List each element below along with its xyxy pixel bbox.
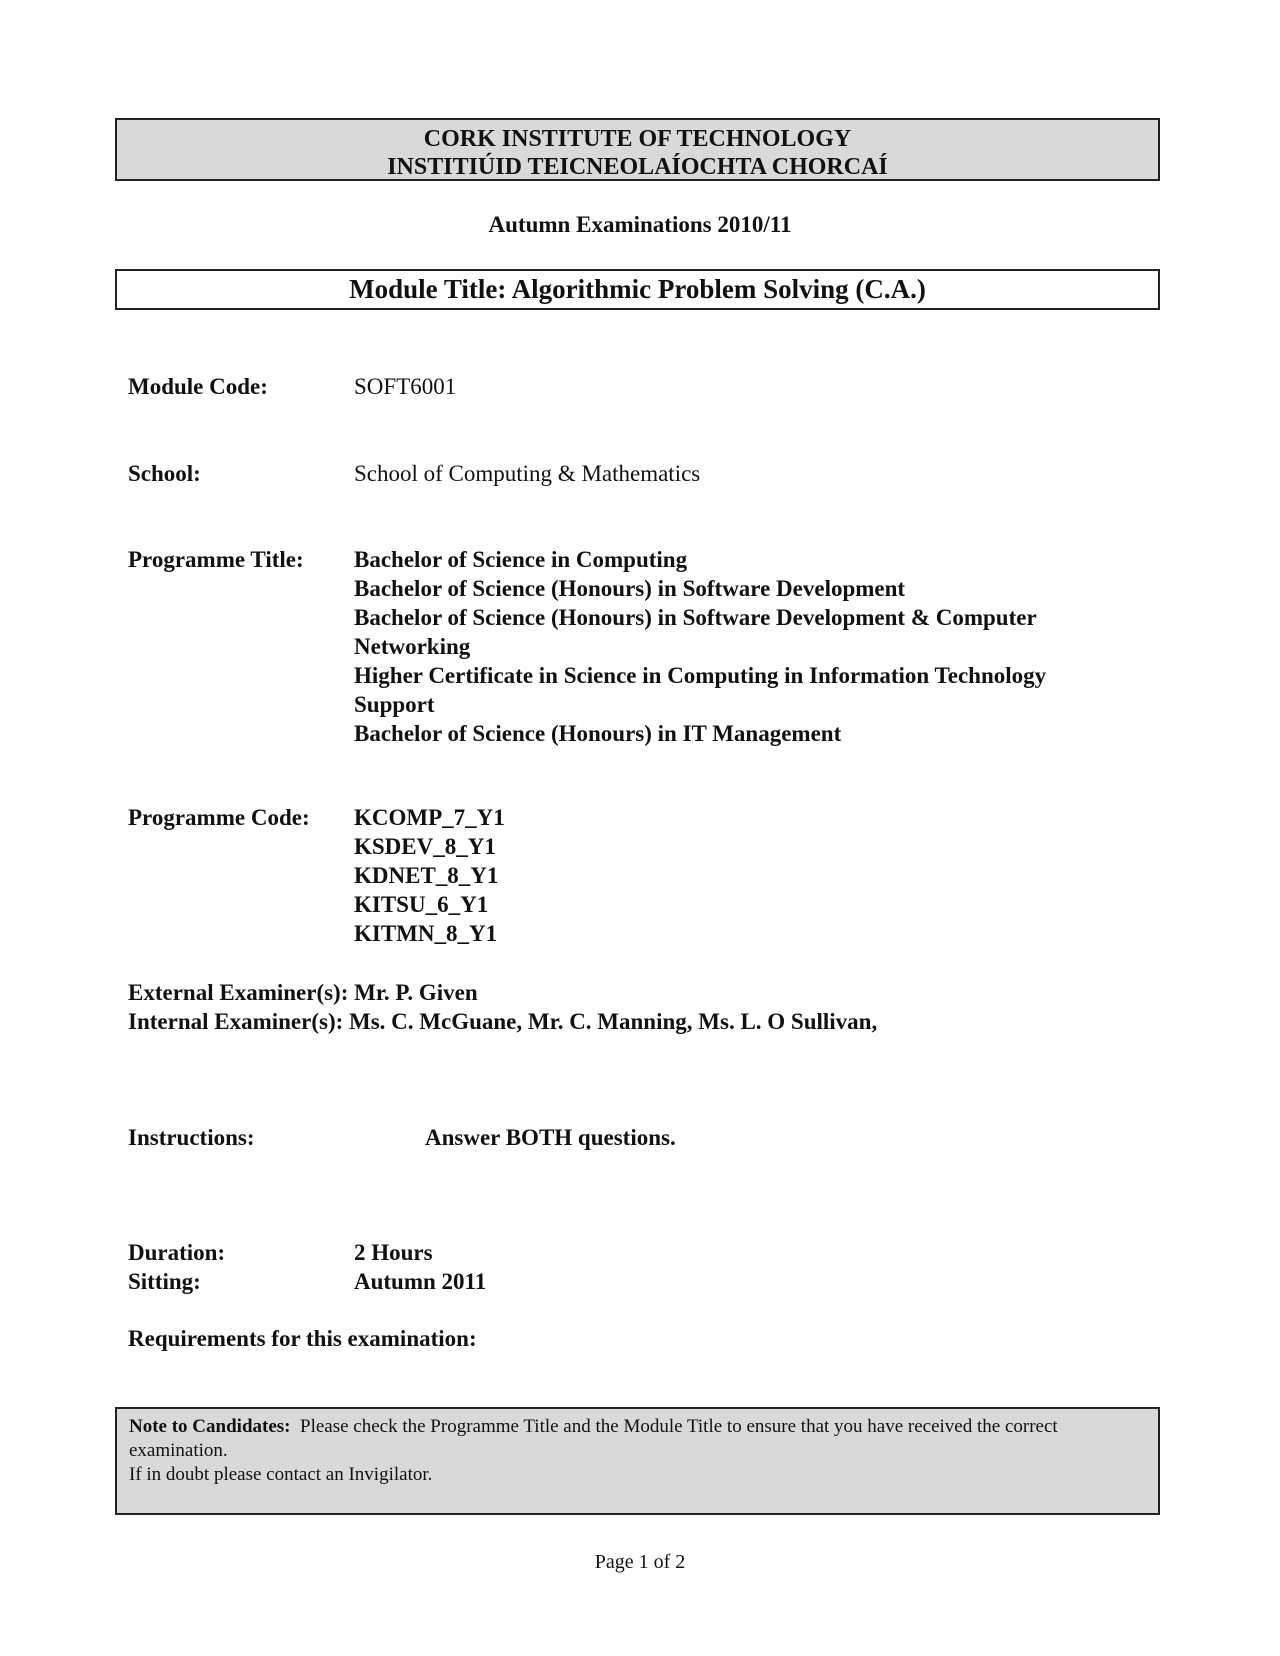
school-value: School of Computing & Mathematics (354, 461, 701, 486)
requirements-heading: Requirements for this examination: (128, 1326, 477, 1351)
programme-title-line: Networking (354, 634, 471, 659)
institute-name-irish: INSTITIÚID TEICNEOLAÍOCHTA CHORCAÍ (387, 154, 888, 180)
programme-title-line: Bachelor of Science (Honours) in Software Development & Computer (354, 605, 1037, 630)
programme-title-label: Programme Title: (128, 547, 304, 572)
programme-code-line: KSDEV_8_Y1 (354, 834, 496, 859)
sitting-value: Autumn 2011 (354, 1269, 487, 1294)
programme-title-line: Support (354, 692, 435, 717)
internal-examiners: Internal Examiner(s): Ms. C. McGuane, Mr. C. Manning, Ms. L. O Sullivan, (128, 1009, 878, 1034)
module-code-label: Module Code: (128, 374, 268, 399)
note-text: Please check the Programme Title and the Module Title to ensure that you have received the correct examination. (129, 1416, 1058, 1461)
page-number: Page 1 of 2 (594, 1551, 686, 1573)
programme-title-line: Bachelor of Science in Computing (354, 547, 688, 572)
programme-code-line: KITMN_8_Y1 (354, 921, 498, 946)
module-title: Module Title: Algorithmic Problem Solving (C.A.) (115, 269, 1160, 310)
sitting-label: Sitting: (128, 1269, 201, 1294)
instructions-label: Instructions: (128, 1125, 255, 1150)
programme-title-line: Bachelor of Science (Honours) in IT Management (354, 721, 842, 746)
external-examiners: External Examiner(s): Mr. P. Given (128, 980, 478, 1005)
duration-value: 2 Hours (354, 1240, 433, 1265)
module-code-value: SOFT6001 (354, 374, 457, 399)
instructions-value: Answer BOTH questions. (425, 1125, 676, 1150)
note-to-candidates (115, 1407, 1160, 1515)
programme-title-line: Bachelor of Science (Honours) in Software Development (354, 576, 906, 601)
programme-title-line: Higher Certificate in Science in Computing in Information Technology (354, 663, 1047, 688)
note-label: Note to Candidates: (129, 1416, 291, 1437)
exam-session: Autumn Examinations 2010/11 (488, 212, 792, 237)
note-paragraph (129, 1415, 1146, 1463)
programme-title-list (354, 545, 1046, 748)
institute-name-english: CORK INSTITUTE OF TECHNOLOGY (423, 126, 852, 152)
duration-label: Duration: (128, 1240, 226, 1265)
school-label: School: (128, 461, 201, 486)
programme-code-list (354, 803, 505, 948)
institute-header (115, 118, 1160, 181)
programme-code-line: KDNET_8_Y1 (354, 863, 499, 888)
programme-code-label: Programme Code: (128, 805, 310, 830)
programme-code-line: KCOMP_7_Y1 (354, 805, 505, 830)
note-line-2: If in doubt please contact an Invigilator. (129, 1464, 433, 1485)
programme-code-line: KITSU_6_Y1 (354, 892, 489, 917)
